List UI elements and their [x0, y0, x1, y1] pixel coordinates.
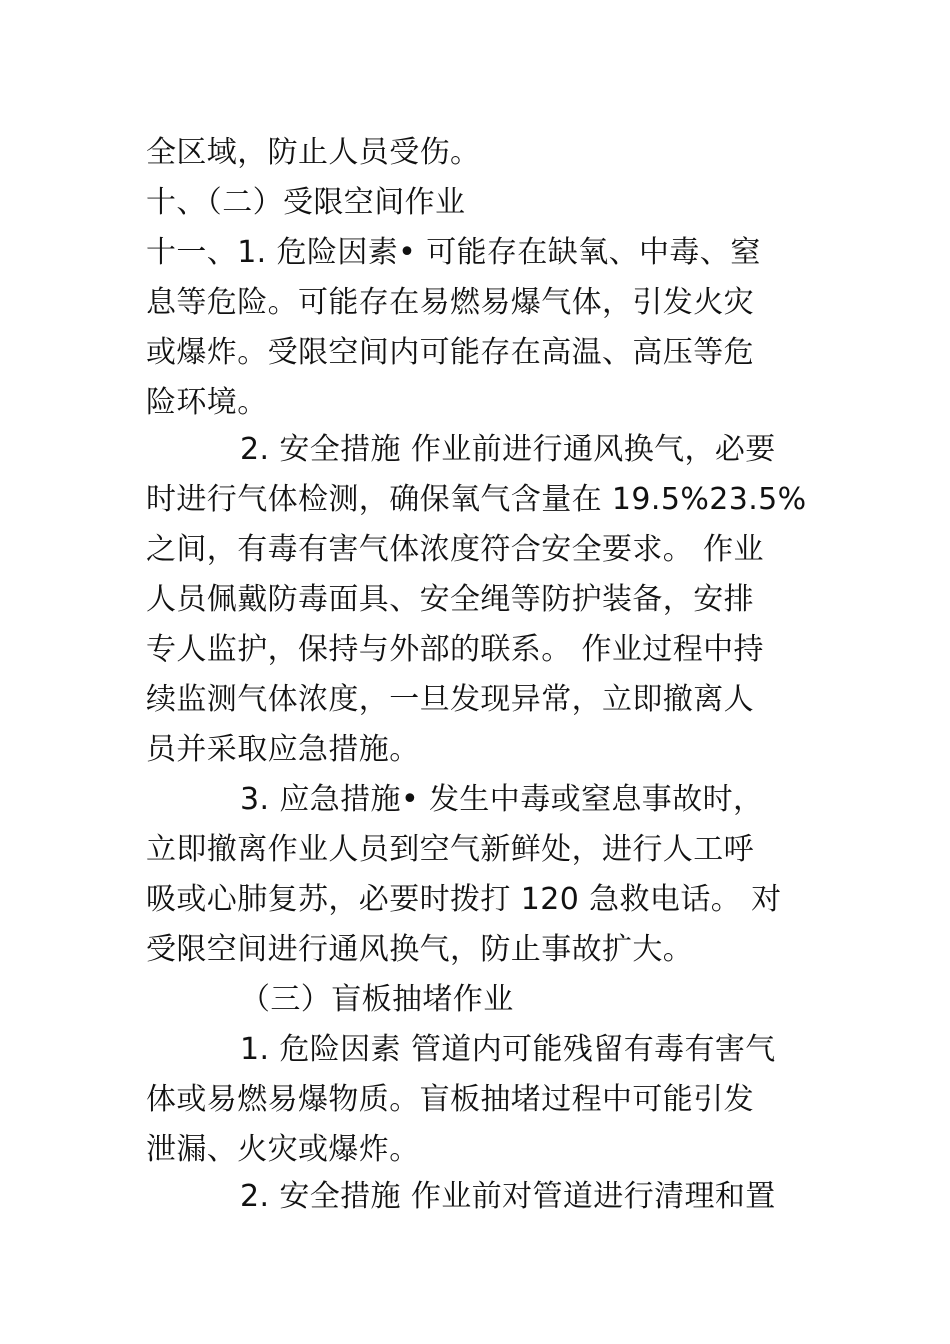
text-line: 之间，有毒有害气体浓度符合安全要求。 作业: [146, 532, 764, 567]
text-line: 息等危险。可能存在易燃易爆气体，引发火灾: [146, 285, 754, 320]
text-line: 2. 安全措施 作业前进行通风换气，必要: [240, 432, 776, 467]
text-line: 1. 危险因素 管道内可能残留有毒有害气: [240, 1032, 776, 1067]
section-heading: 十、（二）受限空间作业: [146, 185, 466, 220]
text-line: 时进行气体检测，确保氧气含量在 19.5%23.5%: [146, 482, 807, 517]
text-line: 险环境。: [146, 385, 268, 420]
text-line: 立即撤离作业人员到空气新鲜处，进行人工呼: [146, 832, 754, 867]
text-line: 或爆炸。受限空间内可能存在高温、高压等危: [146, 335, 754, 370]
text-line: 人员佩戴防毒面具、安全绳等防护装备，安排: [146, 582, 754, 617]
text-line: 受限空间进行通风换气，防止事故扩大。: [146, 932, 694, 967]
text-line: 泄漏、火灾或爆炸。: [146, 1132, 420, 1167]
text-line: 体或易燃易爆物质。盲板抽堵过程中可能引发: [146, 1082, 754, 1117]
text-line: 专人监护，保持与外部的联系。 作业过程中持: [146, 632, 764, 667]
text-line: 吸或心肺复苏，必要时拨打 120 急救电话。 对: [146, 882, 782, 917]
text-line: 十一、1. 危险因素• 可能存在缺氧、中毒、窒: [146, 235, 761, 270]
section-heading: （三）盲板抽堵作业: [240, 982, 514, 1017]
text-line: 3. 应急措施• 发生中毒或窒息事故时，: [240, 782, 764, 817]
text-line: 续监测气体浓度，一旦发现异常，立即撤离人: [146, 682, 754, 717]
text-line: 2. 安全措施 作业前对管道进行清理和置: [240, 1179, 776, 1214]
text-line: 全区域，防止人员受伤。: [146, 135, 481, 170]
text-line: 员并采取应急措施。: [146, 732, 420, 767]
